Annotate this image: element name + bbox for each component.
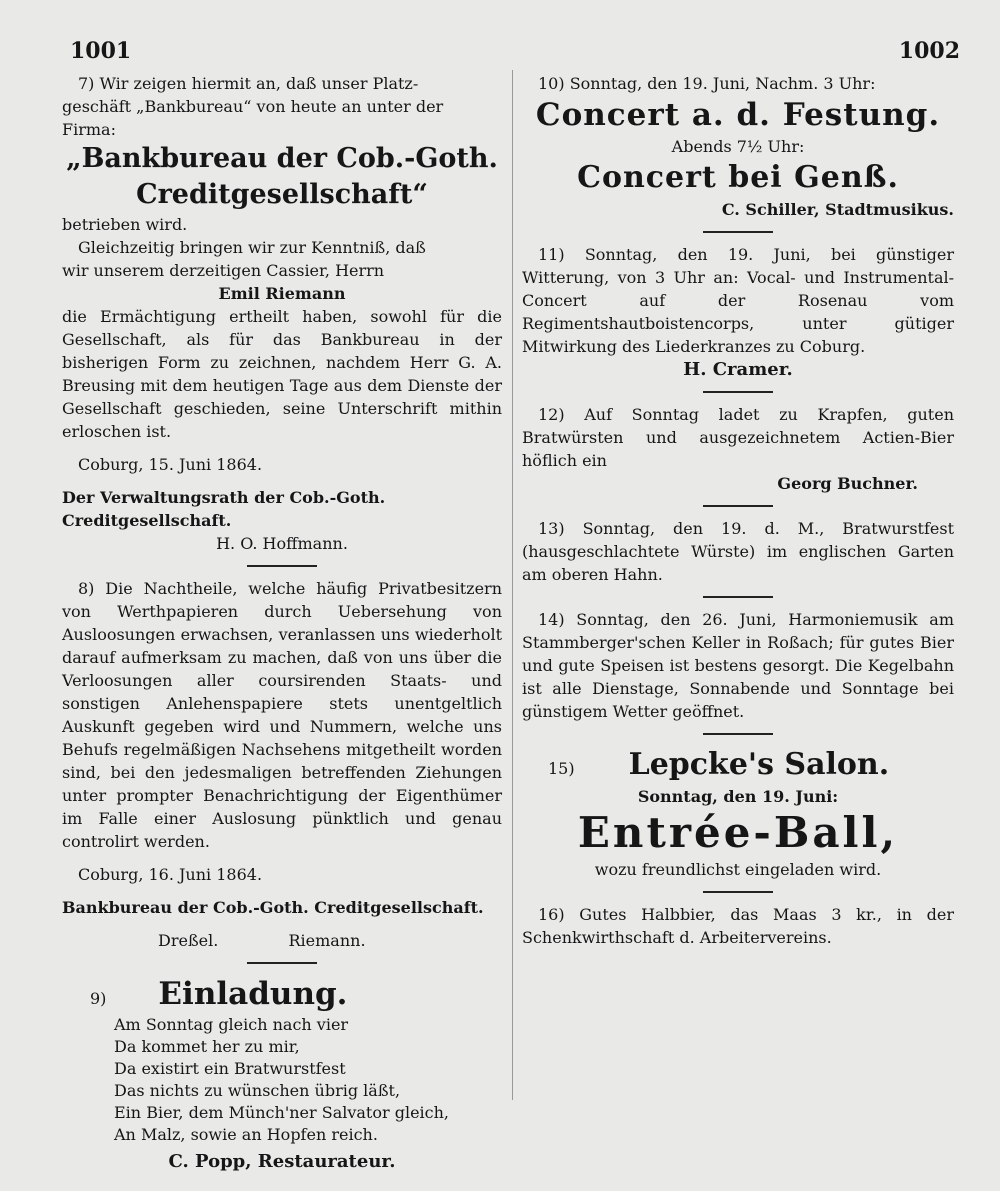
separator [703, 391, 773, 393]
separator [703, 891, 773, 893]
separator [247, 962, 317, 964]
notice-7 [62, 72, 502, 555]
signatory-riemann: Riemann. [288, 931, 366, 950]
separator [247, 565, 317, 567]
poem-line: An Malz, sowie an Hopfen reich. [114, 1125, 378, 1144]
notice-16 [522, 903, 954, 949]
notice-15-line2: wozu freundlichst eingeladen wird. [594, 860, 882, 879]
notice-8 [62, 577, 502, 952]
notice-7-line2: geschäft „Bankbureau“ von heute an unter der [62, 97, 444, 116]
separator [703, 733, 773, 735]
notice-9-number: 9) [90, 989, 107, 1008]
notice-13-body: 13) Sonntag, den 19. d. M., Bratwurstfest (hausgeschlachtete Würste) im englischen Garten am oberen Hahn. [522, 519, 954, 584]
notice-15-big: Entrée-Ball, [577, 808, 899, 857]
poem-line: Das nichts zu wünschen übrig läßt, [114, 1081, 401, 1100]
notice-16-body: 16) Gutes Halbbier, das Maas 3 kr., in der Schenkwirthschaft d. Arbeitervereins. [522, 905, 954, 947]
poem-line: Da existirt ein Bratwurstfest [114, 1059, 346, 1078]
notice-7-date: Coburg, 15. Juni 1864. [78, 455, 263, 474]
right-column [522, 72, 954, 949]
notice-15-line1: Sonntag, den 19. Juni: [637, 787, 839, 806]
column-divider [512, 70, 513, 1100]
notice-10-line1: 10) Sonntag, den 19. Juni, Nachm. 3 Uhr: [538, 74, 876, 93]
notice-11 [522, 243, 954, 381]
notice-7-title2: Creditgesellschaft“ [136, 179, 428, 210]
notice-7-line1: 7) Wir zeigen hiermit an, daß unser Platz- [78, 74, 419, 93]
notice-8-signatories [62, 929, 502, 952]
notice-9-title: Einladung. [158, 976, 348, 1012]
signatory-dressel: Dreßel. [158, 931, 219, 950]
notice-10-signature: C. Schiller, Stadtmusikus. [721, 200, 954, 219]
notice-12-body: 12) Auf Sonntag ladet zu Krapfen, guten Bratwürsten und ausgezeichnetem Actien-Bier höflich ein [522, 405, 954, 470]
notice-9-poem [62, 1014, 502, 1146]
notice-8-date: Coburg, 16. Juni 1864. [78, 865, 263, 884]
notice-14-body: 14) Sonntag, den 26. Juni, Harmoniemusik am Stammberger'schen Keller in Roßach; für gutes Bier und gute Speisen ist bestens gesorgt. Die Kegelbahn ist alle Dienstage, Sonnabende und Sonntage bei günstigem Wetter geöffnet. [522, 610, 954, 721]
separator [703, 231, 773, 233]
notice-15-title: Lepcke's Salon. [628, 747, 890, 782]
poem-line: Da kommet her zu mir, [114, 1037, 300, 1056]
notice-12 [522, 403, 954, 495]
notice-7-name: Emil Riemann [218, 284, 346, 303]
notice-10-title1: Concert a. d. Festung. [535, 97, 941, 133]
notice-13 [522, 517, 954, 586]
notice-10 [522, 72, 954, 221]
notice-15 [522, 745, 954, 881]
separator [703, 505, 773, 507]
notice-11-body: 11) Sonntag, den 19. Juni, bei günstiger Witterung, von 3 Uhr an: Vocal- und Instrumental-Concert auf der Rosenau vom Regimentshautboistencorps, unter gütiger Mitwirkung des Liederkranzes zu Coburg. [522, 245, 954, 356]
notice-14 [522, 608, 954, 723]
poem-line: Ein Bier, dem Münch'ner Salvator gleich, [114, 1103, 450, 1122]
poem-line: Am Sonntag gleich nach vier [114, 1015, 349, 1034]
notice-10-line2: Abends 7½ Uhr: [671, 137, 805, 156]
notice-7-title1: „Bankbureau der Cob.-Goth. [66, 143, 498, 174]
notice-7-line5: Gleichzeitig bringen wir zur Kenntniß, daß [78, 238, 426, 257]
notice-12-signature: Georg Buchner. [777, 474, 918, 493]
notice-15-number: 15) [548, 759, 575, 778]
page-number-right: 1002 [898, 38, 960, 64]
notice-9-signature: C. Popp, Restaurateur. [168, 1151, 396, 1172]
separator [703, 596, 773, 598]
page-number-left: 1001 [70, 38, 132, 64]
notice-7-line4: betrieben wird. [62, 215, 188, 234]
notice-7-signatory: H. O. Hoffmann. [216, 534, 348, 553]
notice-7-line6: wir unserem derzeitigen Cassier, Herrn [62, 261, 385, 280]
notice-8-signature: Bankbureau der Cob.-Goth. Creditgesellschaft. [62, 898, 484, 917]
notice-7-line3: Firma: [62, 120, 116, 139]
notice-10-title2: Concert bei Genß. [577, 160, 899, 195]
notice-9 [62, 974, 502, 1173]
notice-7-signature: Der Verwaltungsrath der Cob.-Goth. Creditgesellschaft. [62, 488, 386, 530]
notice-11-signature: H. Cramer. [683, 359, 793, 380]
left-column [62, 72, 502, 1173]
notice-7-body: die Ermächtigung ertheilt haben, sowohl für die Gesellschaft, als für das Bankbureau in der bisherigen Form zu zeichnen, nachdem Herr G. A. Breusing mit dem heutigen Tage aus dem Dienste der Gesellschaft geschieden, seine Unterschrift mithin erloschen ist. [62, 307, 502, 441]
notice-8-body: 8) Die Nachtheile, welche häufig Privatbesitzern von Werthpapieren durch Uebersehung von Ausloosungen erwachsen, veranlassen uns wiederholt darauf aufmerksam zu machen, daß von uns über die Verloosungen aller coursirenden Staats- und sonstigen Anlehenspapiere stets unentgeltlich Auskunft gegeben wird und Nummern, welche uns Behufs regelmäßigen Nachsehens mitgetheilt worden sind, bei den jedesmaligen betreffenden Ziehungen unter prompter Benachrichtigung der Eigenthümer im Falle einer Auslosung pünktlich und genau controlirt werden. [62, 579, 502, 851]
